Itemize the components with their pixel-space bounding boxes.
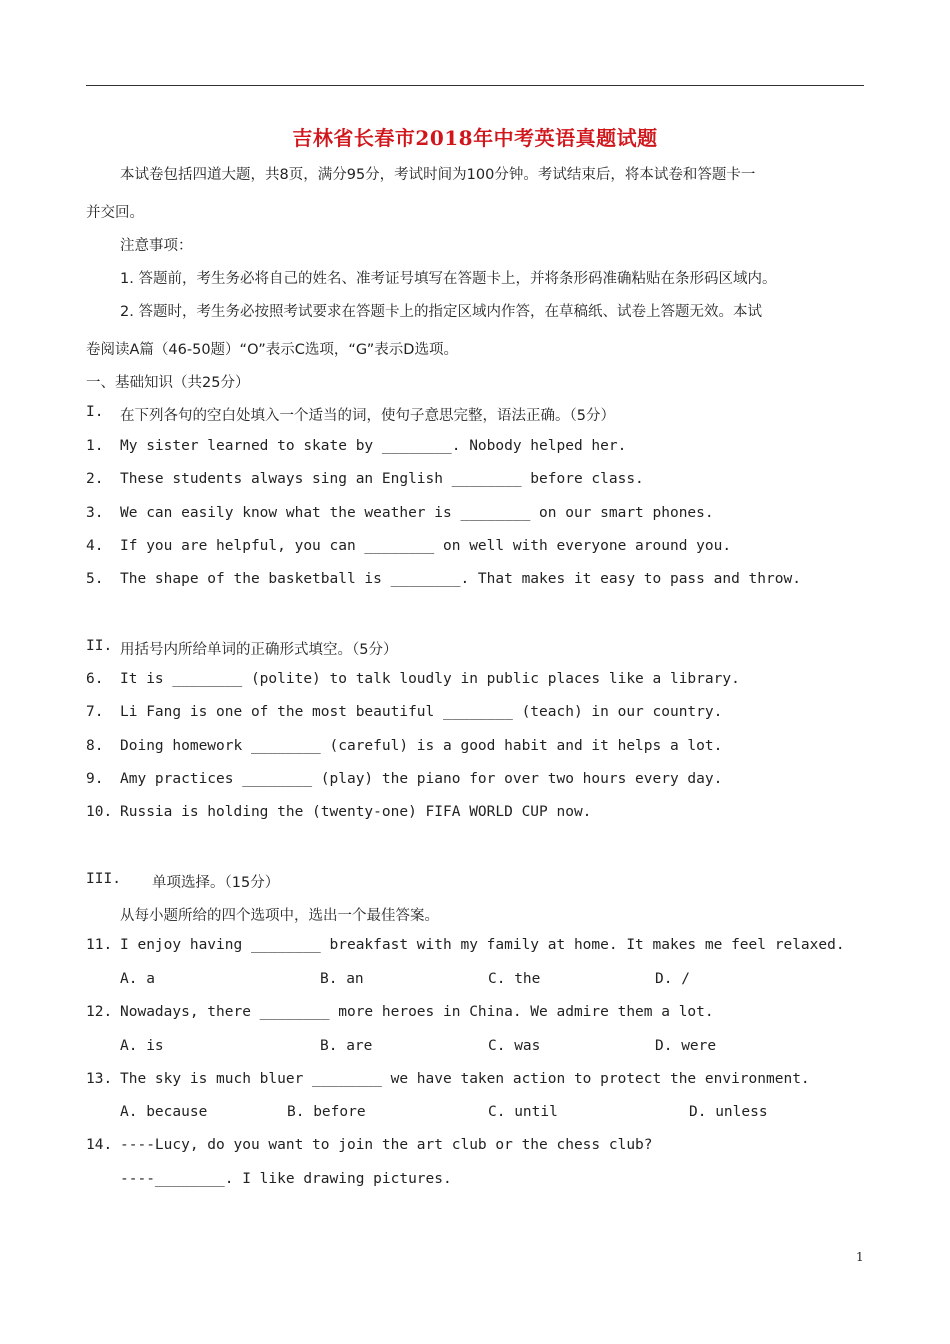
question-text: If you are helpful, you can ________ on well with everyone around you. xyxy=(120,538,732,554)
question-text: The shape of the basketball is ________. That makes it easy to pass and throw. xyxy=(120,571,801,587)
question-number: 9. xyxy=(86,771,104,787)
option-b: B. an xyxy=(320,971,364,987)
notice-label: 注意事项： xyxy=(120,238,193,254)
section-heading: 一、基础知识（共25分） xyxy=(86,375,250,391)
option-d: D. were xyxy=(655,1038,717,1054)
question-text: It is ________ (polite) to talk loudly in public places like a library. xyxy=(120,671,740,687)
option-c: C. until xyxy=(488,1104,558,1120)
option-a: A. is xyxy=(120,1038,164,1054)
question-number: 12. xyxy=(86,1004,113,1020)
question-text: Doing homework ________ (careful) is a good habit and it helps a lot. xyxy=(120,738,723,754)
question-text: Li Fang is one of the most beautiful ________ (teach) in our country. xyxy=(120,704,723,720)
question-number: 8. xyxy=(86,738,104,754)
question-text: ----Lucy, do you want to join the art club or the chess club? xyxy=(120,1137,653,1153)
question-text: Russia is holding the (twenty-one) FIFA WORLD CUP now. xyxy=(120,804,592,820)
option-d: D. / xyxy=(655,971,690,987)
question-text: My sister learned to skate by ________. Nobody helped her. xyxy=(120,438,627,454)
option-b: B. before xyxy=(287,1104,366,1120)
option-a: A. because xyxy=(120,1104,208,1120)
question-number: 4. xyxy=(86,538,104,554)
question-number: 5. xyxy=(86,571,104,587)
dialogue-reply: ----________. I like drawing pictures. xyxy=(120,1171,452,1187)
question-number: 3. xyxy=(86,505,104,521)
part-label: III. xyxy=(86,871,121,887)
option-a: A. a xyxy=(120,971,155,987)
question-number: 11. xyxy=(86,937,113,953)
option-c: C. was xyxy=(488,1038,541,1054)
question-text: Amy practices ________ (play) the piano for over two hours every day. xyxy=(120,771,723,787)
part-sub-instruction: 从每小题所给的四个选项中，选出一个最佳答案。 xyxy=(120,908,439,924)
part-instruction: 单项选择。（15分） xyxy=(152,875,280,891)
question-number: 2. xyxy=(86,471,104,487)
question-number: 1. xyxy=(86,438,104,454)
notice-1: 1. 答题前，考生务必将自己的姓名、准考证号填写在答题卡上，并将条形码准确粘贴在条形码区域内。 xyxy=(120,271,777,287)
question-text: Nowadays, there ________ more heroes in China. We admire them a lot. xyxy=(120,1004,714,1020)
header-rule xyxy=(86,85,864,86)
question-number: 7. xyxy=(86,704,104,720)
option-d: D. unless xyxy=(689,1104,768,1120)
question-text: I enjoy having ________ breakfast with my family at home. It makes me feel relaxed. xyxy=(120,937,845,953)
option-c: C. the xyxy=(488,971,541,987)
question-number: 14. xyxy=(86,1137,113,1153)
question-number: 10. xyxy=(86,804,113,820)
question-number: 6. xyxy=(86,671,104,687)
intro-line-1: 本试卷包括四道大题，共8页，满分95分，考试时间为100分钟。考试结束后，将本试卷和答题卡一 xyxy=(120,167,756,183)
question-text: We can easily know what the weather is ________ on our smart phones. xyxy=(120,505,714,521)
notice-2-line-1: 2. 答题时，考生务必按照考试要求在答题卡上的指定区域内作答，在草稿纸、试卷上答题无效。本试 xyxy=(120,304,762,320)
page-number: 1 xyxy=(856,1250,864,1264)
part-label: I. xyxy=(86,404,104,420)
part-instruction: 用括号内所给单词的正确形式填空。（5分） xyxy=(120,642,398,658)
part-label: II. xyxy=(86,638,113,654)
question-text: These students always sing an English ________ before class. xyxy=(120,471,644,487)
page-title: 吉林省长春市2018年中考英语真题试题 xyxy=(292,126,658,150)
option-b: B. are xyxy=(320,1038,373,1054)
notice-2-line-2: 卷阅读A篇（46-50题）“O”表示C选项，“G”表示D选项。 xyxy=(86,342,458,358)
question-number: 13. xyxy=(86,1071,113,1087)
question-text: The sky is much bluer ________ we have taken action to protect the environment. xyxy=(120,1071,810,1087)
part-instruction: 在下列各句的空白处填入一个适当的词，使句子意思完整，语法正确。（5分） xyxy=(120,408,615,424)
intro-line-2: 并交回。 xyxy=(86,205,144,221)
